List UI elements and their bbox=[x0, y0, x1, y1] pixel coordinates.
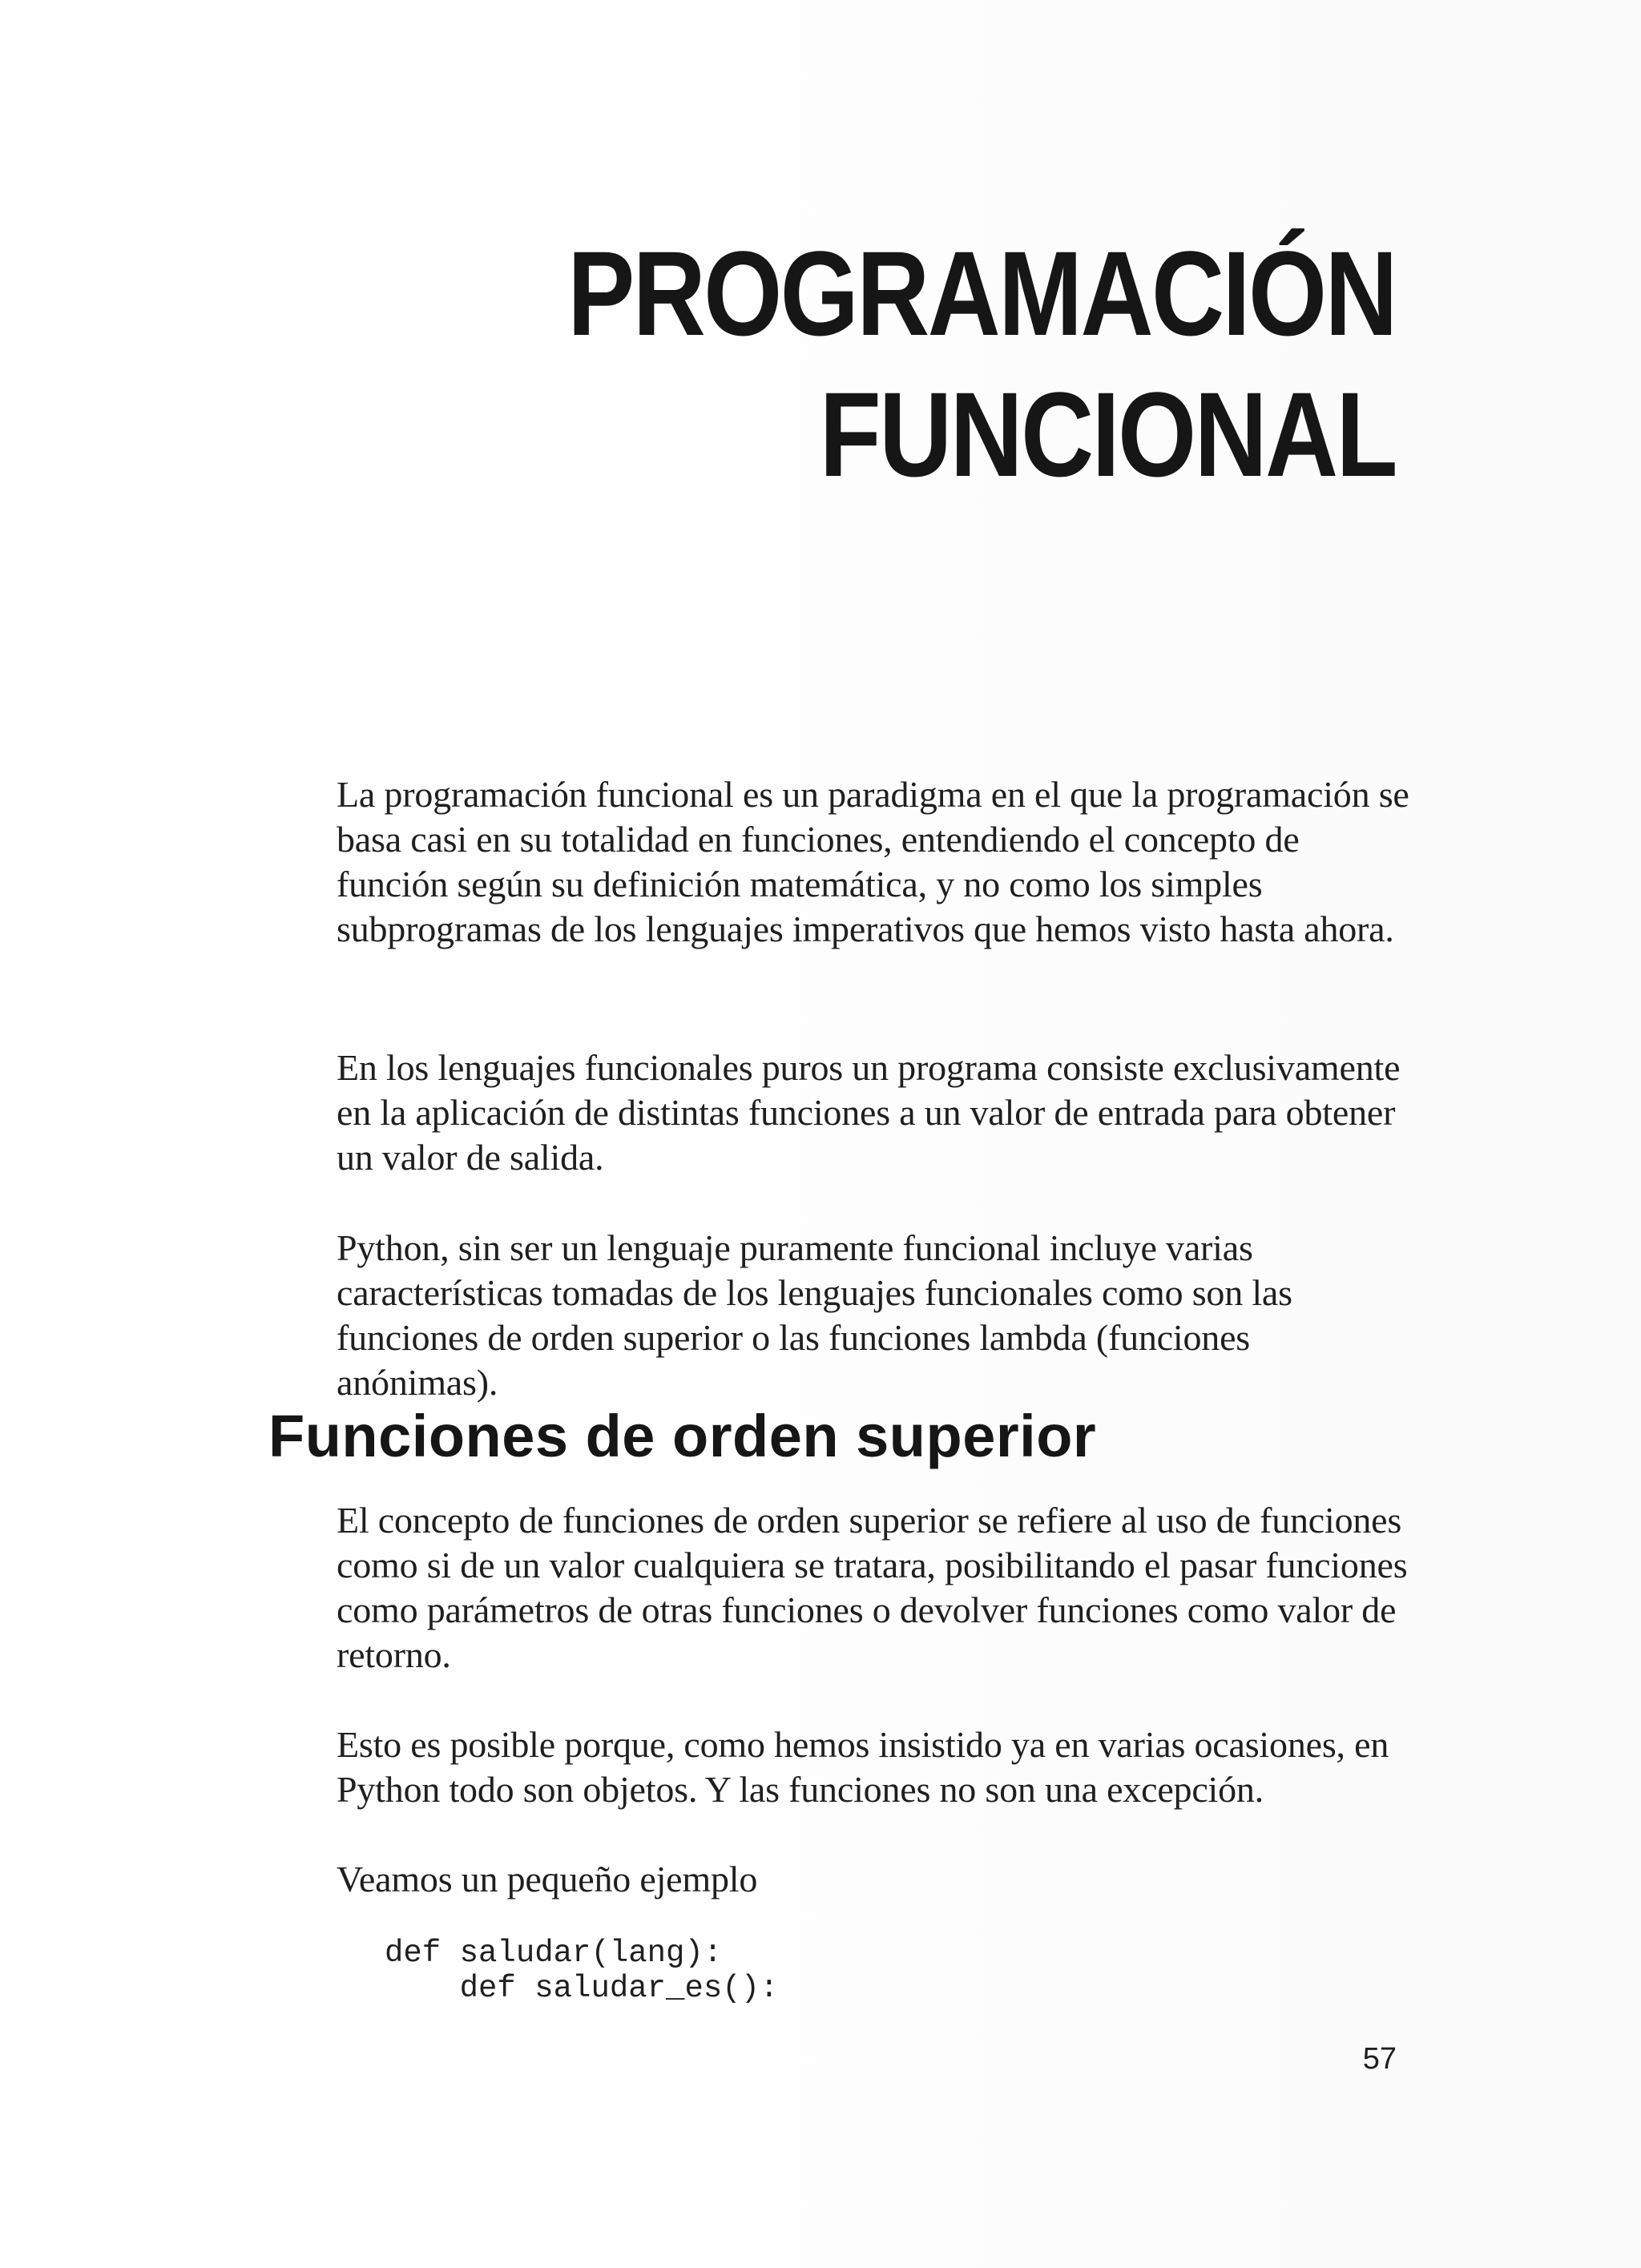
section-paragraph-3: Veamos un pequeño ejemplo bbox=[337, 1859, 758, 1899]
chapter-title-line-2: FUNCIONAL bbox=[819, 367, 1396, 502]
section-paragraph-1: El concepto de funciones de orden superior se refiere al uso de funciones como si de un valor cualquiera se tratara, posibilitando el pasar funciones como parámetros de otras funciones o devolver funciones como valor de retorno. bbox=[337, 1500, 1408, 1675]
chapter-title bbox=[521, 223, 1396, 505]
intro-paragraph-3: Python, sin ser un lenguaje puramente funcional incluye varias características tomadas de los lenguajes funcionales como son las funciones de orden superior o las funciones lambda (funciones anónimas). bbox=[337, 1227, 1292, 1403]
section-paragraph-2: Esto es posible porque, como hemos insistido ya en varias ocasiones, en Python todo son objetos. Y las funciones no son una excepción. bbox=[337, 1724, 1389, 1810]
chapter-title-line-1: PROGRAMACIÓN bbox=[567, 226, 1396, 361]
code-example: def saludar(lang): def saludar_es(): bbox=[385, 1936, 779, 2006]
section-heading: Funciones de orden superior bbox=[268, 1403, 1097, 1469]
page-number: 57 bbox=[1362, 2042, 1397, 2076]
intro-paragraph-1: La programación funcional es un paradigma en el que la programación se basa casi en su totalidad en funciones, entendiendo el concepto de función según su definición matemática, y no como los simples subprogramas de los lenguajes imperativos que hemos visto hasta ahora. bbox=[337, 774, 1409, 949]
intro-paragraph-2: En los lenguajes funcionales puros un programa consiste exclusivamente en la aplicación de distintas funciones a un valor de entrada para obtener un valor de salida. bbox=[337, 1047, 1401, 1178]
